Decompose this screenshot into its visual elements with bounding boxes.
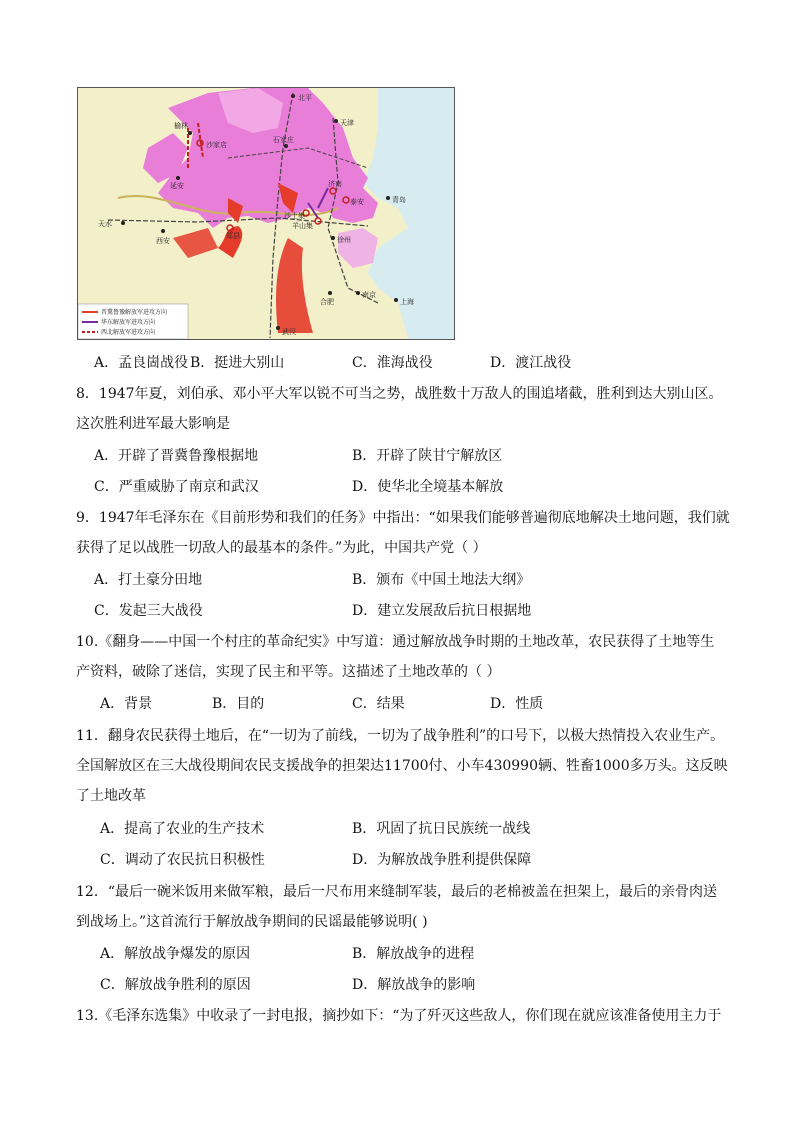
city-label-tianjin: 天津 [340, 119, 354, 127]
city-label-xian: 西安 [156, 237, 170, 245]
battle-map [77, 87, 455, 340]
q12-option-a: A．解放战争爆发的原因 [100, 946, 251, 962]
city-label-qingdao: 青岛 [392, 196, 406, 204]
city-label-shanghai: 上海 [400, 298, 414, 306]
city-label-zhengzhou: 郑县 [226, 232, 240, 240]
q13-stem-line1: 13.《毛泽东选集》中收录了一封电报，摘抄如下：“为了歼灭这些敌人，你们现在就应该准备使用主力于 [76, 1008, 722, 1024]
q12-option-d: D．解放战争的影响 [352, 977, 476, 993]
q8-stem-line2: 这次胜利进军最大影响是 [76, 416, 230, 432]
q12-stem-line2: 到战场上。”这首流行于解放战争期间的民谣最能够说明( ) [76, 914, 428, 930]
city-label-nanjing: 南京 [362, 291, 376, 299]
city-label-taian: 泰安 [350, 198, 364, 206]
q11-option-c: C．调动了农民抗日积极性 [100, 852, 265, 868]
city-label-shatuji: 沙土集 [284, 212, 305, 220]
city-label-jinan: 济南 [328, 180, 342, 188]
q9-option-b: B．颁布《中国土地法大纲》 [352, 572, 531, 588]
city-label-hefei: 合肥 [320, 298, 334, 306]
q8-option-a: A．开辟了晋冀鲁豫根据地 [94, 448, 259, 464]
q10-option-b: B．目的 [212, 696, 265, 712]
q11-stem-line2: 全国解放区在三大战役期间农民支援战争的担架达11700付、小车430990辆、牲畜1000多万头。这反映 [76, 758, 728, 774]
q8-option-b: B．开辟了陕甘宁解放区 [352, 448, 503, 464]
q11-stem-line1: 11．翻身农民获得土地后，在“一切为了前线，一切为了战争胜利”的口号下，以极大热情投入农业生产。 [76, 728, 725, 744]
q11-option-b: B．巩固了抗日民族统一战线 [352, 821, 531, 837]
q7-option-a: A．孟良崮战役 [94, 355, 189, 371]
q9-option-d: D．建立发展敌后抗日根据地 [352, 603, 532, 619]
q7-option-c: C．淮海战役 [352, 355, 433, 371]
q10-stem-line1: 10.《翻身——中国一个村庄的革命纪实》中写道：通过解放战争时期的土地改革，农民获得了土地等生 [76, 634, 715, 650]
city-label-tianshui: 天水 [98, 220, 112, 228]
city-label-shijiazhuang: 石家庄 [273, 136, 294, 144]
q8-stem-line1: 8．1947年夏，刘伯承、邓小平大军以锐不可当之势，战胜数十万敌人的围追堵截，胜利到达大别山区。 [76, 386, 723, 402]
city-label-wuhan: 武汉 [282, 328, 296, 336]
q10-option-a: A．背景 [100, 696, 153, 712]
q10-option-c: C．结果 [352, 696, 405, 712]
q11-option-a: A．提高了农业的生产技术 [100, 821, 265, 837]
q10-stem-line2: 产资料，破除了迷信，实现了民主和平等。这描述了土地改革的（ ） [76, 664, 501, 680]
map-legend [78, 304, 188, 339]
city-label-yangshanji: 羊山集 [292, 222, 313, 230]
city-label-shajiadian: 沙家店 [206, 141, 227, 149]
q7-option-b: B．挺进大别山 [190, 355, 285, 371]
q12-option-b: B．解放战争的进程 [352, 946, 475, 962]
q11-stem-line3: 了土地改革 [76, 788, 146, 804]
legend-item-1: 晋冀鲁豫解放军进攻方向 [101, 309, 168, 316]
q9-option-c: C．发起三大战役 [94, 603, 203, 619]
q10-option-d: D．性质 [490, 696, 544, 712]
q12-option-c: C．解放战争胜利的原因 [100, 977, 251, 993]
q8-option-c: C．严重威胁了南京和武汉 [94, 479, 259, 495]
q12-stem-line1: 12．“最后一碗米饭用来做军粮，最后一尺布用来缝制军装，最后的老棉被盖在担架上，最后的亲骨肉送 [76, 884, 717, 900]
city-label-yanan: 延安 [170, 182, 184, 190]
city-label-beiping: 北平 [298, 94, 312, 102]
q9-option-a: A．打土豪分田地 [94, 572, 203, 588]
q9-stem-line2: 获得了足以战胜一切敌人的最基本的条件。”为此，中国共产党（ ） [76, 540, 487, 556]
map-graphic [78, 88, 454, 339]
city-label-xuzhou: 徐州 [337, 236, 351, 244]
legend-item-3: 西北解放军进攻方向 [101, 329, 156, 336]
q9-stem-line1: 9．1947年毛泽东在《目前形势和我们的任务》中指出：“如果我们能够普遍彻底地解决土地问题，我们就 [76, 510, 730, 526]
city-label-yulin: 榆林 [174, 122, 188, 130]
q11-option-d: D．为解放战争胜利提供保障 [352, 852, 532, 868]
legend-item-2: 华东解放军进攻方向 [101, 319, 156, 326]
q7-option-d: D．渡江战役 [490, 355, 572, 371]
q8-option-d: D．使华北全境基本解放 [352, 479, 504, 495]
